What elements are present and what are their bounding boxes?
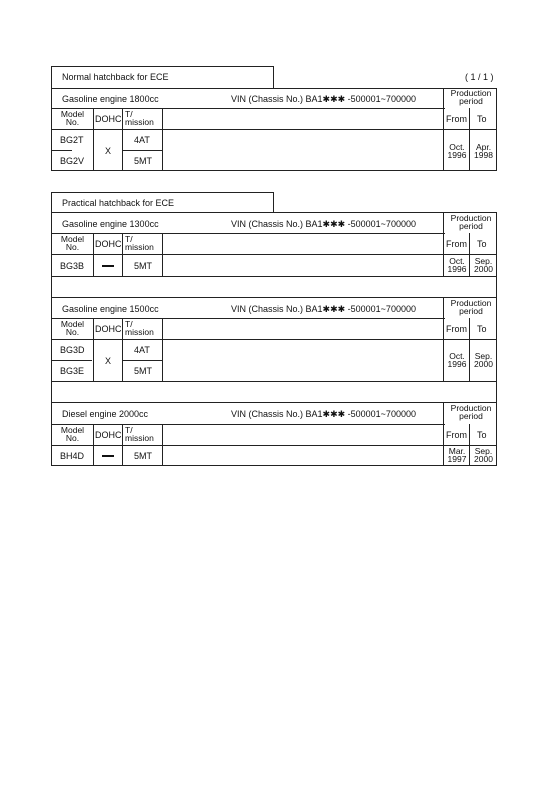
- trans-cell: 5MT: [134, 261, 152, 271]
- to-date: Sep. 2000: [474, 351, 493, 369]
- model-no-header: Model No.: [60, 234, 85, 252]
- model-cell: BH4D: [60, 451, 85, 461]
- production-period-header: Production period: [450, 88, 492, 106]
- trans-cell: 4AT: [134, 345, 150, 355]
- model-cell: BG3D: [60, 345, 85, 355]
- model-cell: BG3E: [60, 366, 85, 376]
- dohc-header: DOHC: [95, 239, 122, 249]
- transmission-header: T/ mission: [125, 319, 154, 337]
- to-header: To: [477, 430, 487, 440]
- vin-label: VIN (Chassis No.) BA1✱✱✱ -500001~700000: [231, 94, 416, 104]
- dohc-cell: X: [105, 146, 112, 156]
- page-number: ( 1 / 1 ): [465, 72, 494, 82]
- transmission-header: T/ mission: [125, 109, 154, 127]
- to-header: To: [477, 324, 487, 334]
- to-date: Apr. 1998: [474, 142, 493, 160]
- vin-label: VIN (Chassis No.) BA1✱✱✱ -500001~700000: [231, 304, 416, 314]
- model-cell: BG2V: [60, 156, 85, 166]
- from-header: From: [446, 430, 467, 440]
- production-period-header: Production period: [450, 298, 492, 316]
- production-period-header: Production period: [450, 403, 492, 421]
- transmission-header: T/ mission: [125, 234, 154, 252]
- from-date: Mar. 1997: [447, 446, 467, 464]
- trans-cell: 4AT: [134, 135, 150, 145]
- from-date: Oct. 1996: [447, 351, 467, 369]
- trans-cell: 5MT: [134, 366, 152, 376]
- engine-label: Gasoline engine 1500cc: [62, 304, 159, 314]
- model-no-header: Model No.: [60, 425, 85, 443]
- model-cell: BG2T: [60, 135, 84, 145]
- to-header: To: [477, 239, 487, 249]
- transmission-header: T/ mission: [125, 425, 154, 443]
- to-date: Sep. 2000: [474, 256, 493, 274]
- table1-title: Normal hatchback for ECE: [62, 72, 169, 82]
- from-header: From: [446, 324, 467, 334]
- engine-label: Gasoline engine 1800cc: [62, 94, 159, 104]
- trans-cell: 5MT: [134, 451, 152, 461]
- trans-cell: 5MT: [134, 156, 152, 166]
- dohc-header: DOHC: [95, 114, 122, 124]
- model-no-header: Model No.: [60, 319, 85, 337]
- vin-label: VIN (Chassis No.) BA1✱✱✱ -500001~700000: [231, 219, 416, 229]
- model-cell: BG3B: [60, 261, 85, 271]
- from-date: Oct. 1996: [447, 142, 467, 160]
- engine-label: Diesel engine 2000cc: [62, 409, 149, 419]
- from-date: Oct. 1996: [447, 256, 467, 274]
- to-header: To: [477, 114, 487, 124]
- from-header: From: [446, 239, 467, 249]
- production-period-header: Production period: [450, 213, 492, 231]
- dohc-cell: [102, 455, 114, 457]
- model-no-header: Model No.: [60, 109, 85, 127]
- table2-title: Practical hatchback for ECE: [62, 198, 175, 208]
- engine-label: Gasoline engine 1300cc: [62, 219, 159, 229]
- dohc-header: DOHC: [95, 324, 122, 334]
- to-date: Sep. 2000: [474, 446, 493, 464]
- vin-label: VIN (Chassis No.) BA1✱✱✱ -500001~700000: [231, 409, 416, 419]
- dohc-header: DOHC: [95, 430, 122, 440]
- from-header: From: [446, 114, 467, 124]
- dohc-cell: X: [105, 356, 112, 366]
- dohc-cell: [102, 265, 114, 267]
